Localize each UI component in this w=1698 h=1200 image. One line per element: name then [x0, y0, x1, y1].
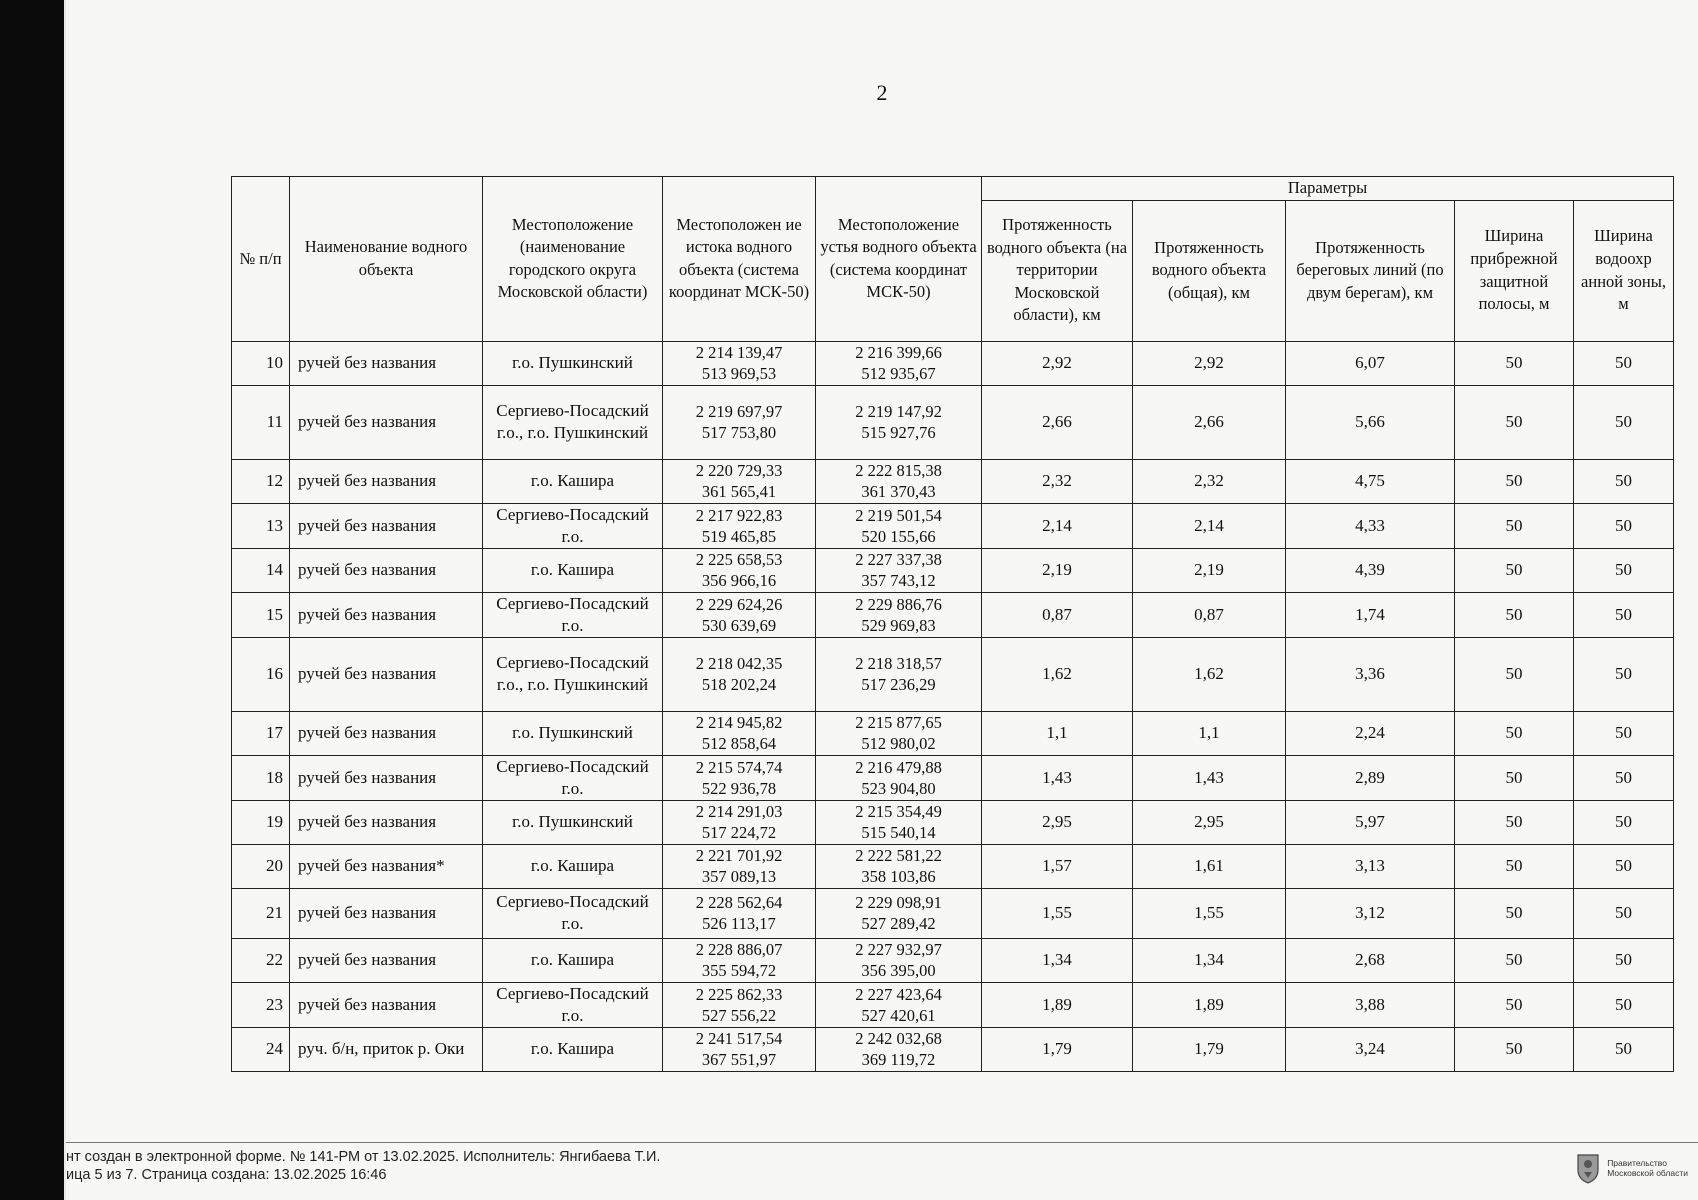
mouth-coordinates: 2 215 354,49 515 540,14: [816, 800, 982, 844]
length-total-cell: 1,89: [1133, 982, 1286, 1027]
water-object-name: ручей без названия: [290, 385, 483, 459]
shore-length-cell: 5,97: [1286, 800, 1455, 844]
length-mo-cell: 2,14: [982, 503, 1133, 548]
water-object-name: ручей без названия: [290, 888, 483, 938]
location-cell: г.о. Кашира: [483, 1027, 663, 1071]
row-number: 22: [232, 938, 290, 982]
table-row: [232, 755, 1674, 800]
header-coastal: Ширина прибрежной защитной полосы, м: [1455, 200, 1574, 341]
length-total-cell: 1,55: [1133, 888, 1286, 938]
length-mo-cell: 1,34: [982, 938, 1133, 982]
source-coordinates: 2 219 697,97 517 753,80: [663, 385, 816, 459]
protection-zone-width-cell: 50: [1574, 503, 1674, 548]
water-object-name: ручей без названия: [290, 548, 483, 592]
coastal-strip-width-cell: 50: [1455, 800, 1574, 844]
table-row: [232, 938, 1674, 982]
shore-length-cell: 4,39: [1286, 548, 1455, 592]
protection-zone-width-cell: 50: [1574, 592, 1674, 637]
mouth-coordinates: 2 222 815,38 361 370,43: [816, 459, 982, 503]
coat-of-arms-icon: [1575, 1152, 1601, 1184]
row-number: 11: [232, 385, 290, 459]
table-row: [232, 548, 1674, 592]
length-total-cell: 2,95: [1133, 800, 1286, 844]
footer-text: [66, 1148, 660, 1184]
length-mo-cell: 1,57: [982, 844, 1133, 888]
source-coordinates: 2 221 701,92 357 089,13: [663, 844, 816, 888]
coastal-strip-width-cell: 50: [1455, 1027, 1574, 1071]
protection-zone-width-cell: 50: [1574, 1027, 1674, 1071]
length-total-cell: 0,87: [1133, 592, 1286, 637]
source-coordinates: 2 217 922,83 519 465,85: [663, 503, 816, 548]
table-row: [232, 592, 1674, 637]
table-row: [232, 503, 1674, 548]
length-total-cell: 2,92: [1133, 341, 1286, 385]
length-mo-cell: 2,92: [982, 341, 1133, 385]
coastal-strip-width-cell: 50: [1455, 341, 1574, 385]
location-cell: Сергиево-Посадский г.о.: [483, 982, 663, 1027]
length-mo-cell: 2,95: [982, 800, 1133, 844]
shore-length-cell: 2,89: [1286, 755, 1455, 800]
coastal-strip-width-cell: 50: [1455, 637, 1574, 711]
length-total-cell: 1,43: [1133, 755, 1286, 800]
table-row: [232, 459, 1674, 503]
protection-zone-width-cell: 50: [1574, 548, 1674, 592]
length-total-cell: 1,1: [1133, 711, 1286, 755]
header-num: № п/п: [232, 177, 290, 342]
mouth-coordinates: 2 229 886,76 529 969,83: [816, 592, 982, 637]
mouth-coordinates: 2 216 479,88 523 904,80: [816, 755, 982, 800]
shore-length-cell: 4,33: [1286, 503, 1455, 548]
location-cell: Сергиево-Посадский г.о.: [483, 755, 663, 800]
row-number: 16: [232, 637, 290, 711]
shore-length-cell: 1,74: [1286, 592, 1455, 637]
source-coordinates: 2 228 562,64 526 113,17: [663, 888, 816, 938]
source-coordinates: 2 229 624,26 530 639,69: [663, 592, 816, 637]
table-row: [232, 800, 1674, 844]
header-protect: Ширина водоохр анной зоны, м: [1574, 200, 1674, 341]
length-total-cell: 1,34: [1133, 938, 1286, 982]
header-shore: Протяженность береговых линий (по двум берегам), км: [1286, 200, 1455, 341]
shore-length-cell: 6,07: [1286, 341, 1455, 385]
water-object-name: ручей без названия: [290, 800, 483, 844]
source-coordinates: 2 218 042,35 518 202,24: [663, 637, 816, 711]
shore-length-cell: 3,24: [1286, 1027, 1455, 1071]
coastal-strip-width-cell: 50: [1455, 592, 1574, 637]
row-number: 18: [232, 755, 290, 800]
table-row: [232, 1027, 1674, 1071]
shore-length-cell: 2,68: [1286, 938, 1455, 982]
length-mo-cell: 0,87: [982, 592, 1133, 637]
coastal-strip-width-cell: 50: [1455, 548, 1574, 592]
header-mouth: Местоположение устья водного объекта (система координат МСК-50): [816, 177, 982, 342]
source-coordinates: 2 225 862,33 527 556,22: [663, 982, 816, 1027]
header-params: Параметры: [982, 177, 1674, 201]
scan-left-edge: [0, 0, 64, 1200]
length-total-cell: 1,62: [1133, 637, 1286, 711]
mouth-coordinates: 2 242 032,68 369 119,72: [816, 1027, 982, 1071]
coastal-strip-width-cell: 50: [1455, 844, 1574, 888]
mouth-coordinates: 2 229 098,91 527 289,42: [816, 888, 982, 938]
location-cell: г.о. Пушкинский: [483, 341, 663, 385]
coastal-strip-width-cell: 50: [1455, 503, 1574, 548]
gov-name-line-2: Московской области: [1607, 1168, 1688, 1178]
row-number: 21: [232, 888, 290, 938]
length-mo-cell: 1,89: [982, 982, 1133, 1027]
shore-length-cell: 3,13: [1286, 844, 1455, 888]
row-number: 17: [232, 711, 290, 755]
row-number: 13: [232, 503, 290, 548]
table-row: [232, 888, 1674, 938]
coastal-strip-width-cell: 50: [1455, 982, 1574, 1027]
length-total-cell: 1,61: [1133, 844, 1286, 888]
footer-line-1: нт создан в электронной форме. № 141-РМ от 13.02.2025. Исполнитель: Янгибаева Т.И.: [66, 1149, 661, 1165]
protection-zone-width-cell: 50: [1574, 800, 1674, 844]
table-row: [232, 341, 1674, 385]
water-objects-table: [231, 176, 1674, 1072]
coastal-strip-width-cell: 50: [1455, 938, 1574, 982]
location-cell: г.о. Кашира: [483, 459, 663, 503]
length-mo-cell: 1,43: [982, 755, 1133, 800]
water-object-name: ручей без названия: [290, 341, 483, 385]
water-object-name: ручей без названия*: [290, 844, 483, 888]
coastal-strip-width-cell: 50: [1455, 755, 1574, 800]
length-total-cell: 2,32: [1133, 459, 1286, 503]
source-coordinates: 2 215 574,74 522 936,78: [663, 755, 816, 800]
length-total-cell: 2,66: [1133, 385, 1286, 459]
shore-length-cell: 3,36: [1286, 637, 1455, 711]
source-coordinates: 2 214 945,82 512 858,64: [663, 711, 816, 755]
water-object-name: ручей без названия: [290, 982, 483, 1027]
source-coordinates: 2 241 517,54 367 551,97: [663, 1027, 816, 1071]
row-number: 19: [232, 800, 290, 844]
water-object-name: ручей без названия: [290, 755, 483, 800]
row-number: 10: [232, 341, 290, 385]
protection-zone-width-cell: 50: [1574, 888, 1674, 938]
length-mo-cell: 1,79: [982, 1027, 1133, 1071]
shore-length-cell: 4,75: [1286, 459, 1455, 503]
protection-zone-width-cell: 50: [1574, 938, 1674, 982]
header-len-mo: Протяженность водного объекта (на территории Московской области), км: [982, 200, 1133, 341]
length-total-cell: 2,19: [1133, 548, 1286, 592]
header-len-total: Протяженность водного объекта (общая), км: [1133, 200, 1286, 341]
mouth-coordinates: 2 227 932,97 356 395,00: [816, 938, 982, 982]
protection-zone-width-cell: 50: [1574, 755, 1674, 800]
water-object-name: ручей без названия: [290, 503, 483, 548]
mouth-coordinates: 2 222 581,22 358 103,86: [816, 844, 982, 888]
coastal-strip-width-cell: 50: [1455, 711, 1574, 755]
document-page: [66, 0, 1698, 1200]
table-row: [232, 385, 1674, 459]
length-mo-cell: 1,55: [982, 888, 1133, 938]
coastal-strip-width-cell: 50: [1455, 888, 1574, 938]
header-name: Наименование водного объекта: [290, 177, 483, 342]
protection-zone-width-cell: 50: [1574, 982, 1674, 1027]
mouth-coordinates: 2 219 147,92 515 927,76: [816, 385, 982, 459]
length-mo-cell: 2,19: [982, 548, 1133, 592]
mouth-coordinates: 2 218 318,57 517 236,29: [816, 637, 982, 711]
length-mo-cell: 2,32: [982, 459, 1133, 503]
protection-zone-width-cell: 50: [1574, 711, 1674, 755]
length-mo-cell: 1,62: [982, 637, 1133, 711]
protection-zone-width-cell: 50: [1574, 459, 1674, 503]
mouth-coordinates: 2 227 423,64 527 420,61: [816, 982, 982, 1027]
location-cell: Сергиево-Посадский г.о., г.о. Пушкинский: [483, 637, 663, 711]
location-cell: Сергиево-Посадский г.о.: [483, 592, 663, 637]
protection-zone-width-cell: 50: [1574, 844, 1674, 888]
length-total-cell: 2,14: [1133, 503, 1286, 548]
location-cell: г.о. Кашира: [483, 938, 663, 982]
row-number: 20: [232, 844, 290, 888]
header-source: Местоположен ие истока водного объекта (система координат МСК-50): [663, 177, 816, 342]
mouth-coordinates: 2 219 501,54 520 155,66: [816, 503, 982, 548]
source-coordinates: 2 220 729,33 361 565,41: [663, 459, 816, 503]
water-object-name: ручей без названия: [290, 938, 483, 982]
table-row: [232, 844, 1674, 888]
location-cell: г.о. Кашира: [483, 844, 663, 888]
location-cell: Сергиево-Посадский г.о., г.о. Пушкинский: [483, 385, 663, 459]
shore-length-cell: 5,66: [1286, 385, 1455, 459]
location-cell: Сергиево-Посадский г.о.: [483, 888, 663, 938]
table-row: [232, 711, 1674, 755]
source-coordinates: 2 214 139,47 513 969,53: [663, 341, 816, 385]
location-cell: г.о. Кашира: [483, 548, 663, 592]
gov-name-line-1: Правительство: [1607, 1158, 1667, 1168]
length-mo-cell: 1,1: [982, 711, 1133, 755]
length-mo-cell: 2,66: [982, 385, 1133, 459]
table-row: [232, 637, 1674, 711]
water-object-name: руч. б/н, приток р. Оки: [290, 1027, 483, 1071]
page-number: 2: [876, 80, 888, 105]
mouth-coordinates: 2 215 877,65 512 980,02: [816, 711, 982, 755]
location-cell: г.о. Пушкинский: [483, 711, 663, 755]
water-object-name: ручей без названия: [290, 592, 483, 637]
table-row: [232, 982, 1674, 1027]
water-object-name: ручей без названия: [290, 637, 483, 711]
government-logo: [1575, 1152, 1688, 1184]
mouth-coordinates: 2 227 337,38 357 743,12: [816, 548, 982, 592]
location-cell: Сергиево-Посадский г.о.: [483, 503, 663, 548]
row-number: 15: [232, 592, 290, 637]
source-coordinates: 2 228 886,07 355 594,72: [663, 938, 816, 982]
protection-zone-width-cell: 50: [1574, 637, 1674, 711]
row-number: 23: [232, 982, 290, 1027]
source-coordinates: 2 214 291,03 517 224,72: [663, 800, 816, 844]
table-body: [232, 341, 1674, 1071]
row-number: 14: [232, 548, 290, 592]
shore-length-cell: 3,88: [1286, 982, 1455, 1027]
row-number: 12: [232, 459, 290, 503]
shore-length-cell: 3,12: [1286, 888, 1455, 938]
water-object-name: ручей без названия: [290, 459, 483, 503]
footer-line-2: ица 5 из 7. Страница создана: 13.02.2025 16:46: [66, 1167, 387, 1183]
water-object-name: ручей без названия: [290, 711, 483, 755]
protection-zone-width-cell: 50: [1574, 341, 1674, 385]
location-cell: г.о. Пушкинский: [483, 800, 663, 844]
protection-zone-width-cell: 50: [1574, 385, 1674, 459]
mouth-coordinates: 2 216 399,66 512 935,67: [816, 341, 982, 385]
length-total-cell: 1,79: [1133, 1027, 1286, 1071]
footer-divider: [66, 1142, 1698, 1143]
coastal-strip-width-cell: 50: [1455, 385, 1574, 459]
coastal-strip-width-cell: 50: [1455, 459, 1574, 503]
source-coordinates: 2 225 658,53 356 966,16: [663, 548, 816, 592]
shore-length-cell: 2,24: [1286, 711, 1455, 755]
row-number: 24: [232, 1027, 290, 1071]
header-location: Местоположение (наименование городского округа Московской области): [483, 177, 663, 342]
